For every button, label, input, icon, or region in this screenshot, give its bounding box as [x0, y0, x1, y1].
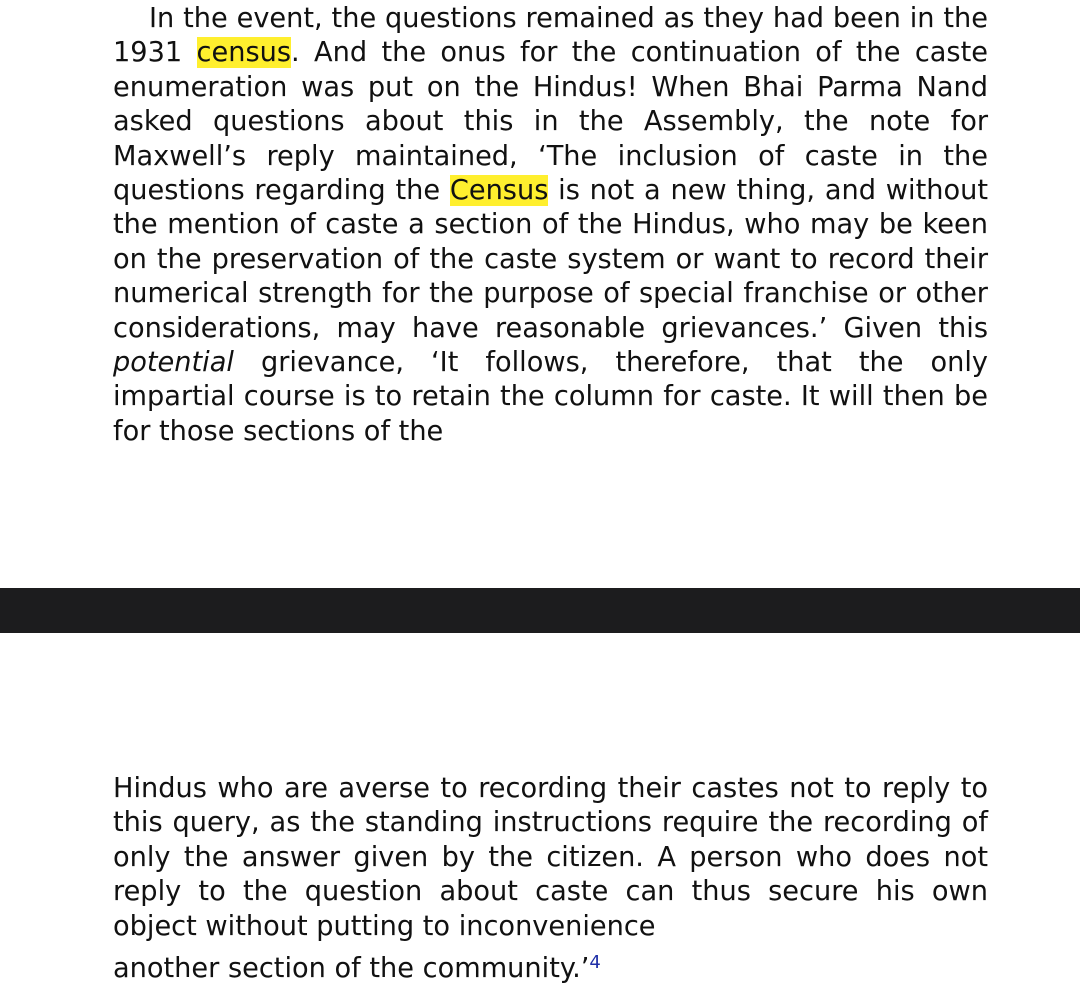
- continued-paragraph: [113, 772, 988, 986]
- text-run: grievance, ‘It follows, therefore, that the only impartial course is to retain the column for caste. It will then be for those sections of the: [113, 347, 988, 447]
- search-highlight[interactable]: Census: [449, 175, 549, 207]
- search-highlight[interactable]: census: [196, 37, 292, 69]
- body-paragraph: [113, 2, 988, 449]
- page-separator: [0, 588, 1080, 633]
- text-run: Hindus who are averse to recording their castes not to reply to this query, as the standing instructions require the recording of only the answer given by the citizen. A person who does not reply to the question about caste can thus secure his own object without putting to inconvenience: [113, 773, 988, 942]
- paragraph-last-line: [113, 952, 988, 986]
- text-run: another section of the community.’: [113, 953, 590, 985]
- text-run: . And the onus for the continuation of the caste enumeration was put on the Hindus! When Bhai Parma Nand asked questions about this in the Assembly, the note for Maxwell’s reply maintained, ‘The inclusion of caste in the questions regarding the: [113, 37, 988, 207]
- text-run: is not a new thing, and without the mention of caste a section of the Hindus, who may be keen on the preservation of the caste system or want to record their numerical strength for the purpose of special franchise or other considerations, may have reasonable grievances.’ Given this: [113, 175, 988, 344]
- footnote-link[interactable]: 4: [589, 952, 601, 974]
- emphasis-text: potential: [113, 347, 234, 379]
- text-run: In the event, the questions remained as they had been in the 1931: [113, 3, 988, 69]
